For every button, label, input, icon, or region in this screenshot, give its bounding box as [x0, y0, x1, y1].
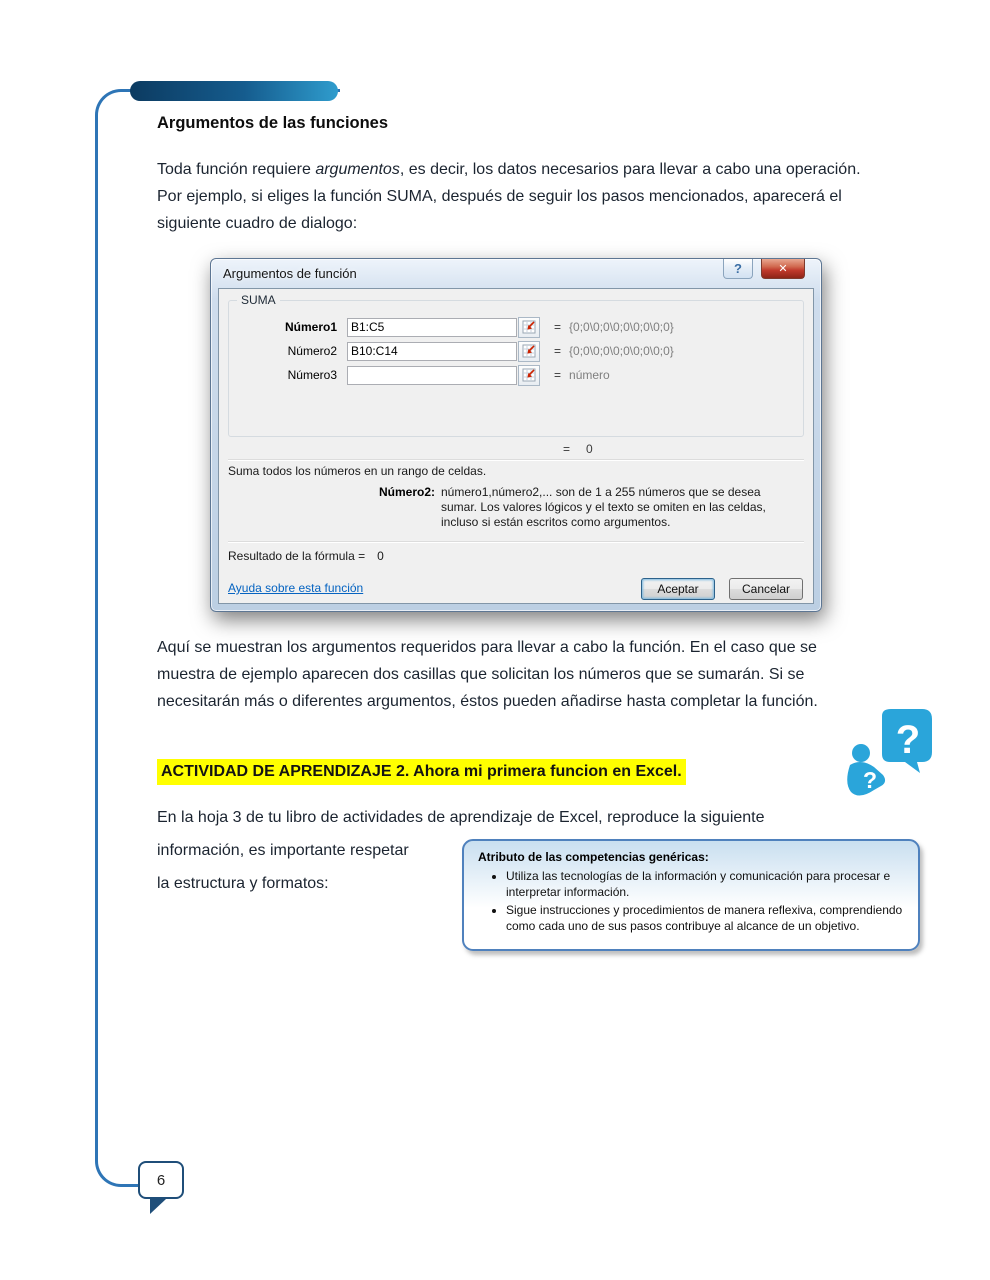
dialog-body — [218, 288, 814, 604]
arg1-label: Número1 — [284, 320, 337, 334]
page-number-bubble — [138, 1161, 184, 1199]
arg3-input[interactable] — [347, 366, 517, 385]
dialog-buttons — [641, 578, 803, 600]
suma-groupbox — [228, 293, 804, 437]
left-border-line — [95, 89, 340, 1135]
top-accent-bar — [130, 81, 338, 101]
accept-button[interactable]: Aceptar — [641, 578, 715, 600]
total-value: 0 — [586, 442, 593, 456]
function-arguments-dialog — [210, 258, 822, 612]
formula-result-value: 0 — [377, 549, 384, 563]
intro-paragraph — [157, 156, 862, 237]
intro-text-post: , es decir, los datos necesarios para llevar a cabo una operación. Por ejemplo, si eliges la función SUMA, después de seguir los pasos mencionados, aparecerá el siguiente cuadro de dialogo: — [157, 161, 861, 232]
competencies-callout — [462, 839, 920, 951]
range-selector-icon — [522, 368, 536, 382]
instruction-line-3: la estructura y formatos: — [157, 875, 329, 892]
dialog-title: Argumentos de función — [223, 266, 357, 281]
large-question-glyph: ? — [895, 718, 921, 762]
callout-bullet-list — [478, 869, 904, 934]
callout-title: Atributo de las competencias genéricas: — [478, 850, 709, 864]
arg1-input[interactable] — [347, 318, 517, 337]
argument-help-text: número1,número2,... son de 1 a 255 números que se desea sumar. Los valores lógicos y el texto se omiten en las celdas, incluso si están escritos como argumentos. — [441, 485, 766, 529]
arg3-label: Número3 — [287, 368, 337, 382]
question-figure-icon — [846, 708, 932, 798]
argument-row — [229, 339, 803, 363]
argument-row — [229, 315, 803, 339]
instruction-line-1: En la hoja 3 de tu libro de actividades de aprendizaje de Excel, reproduce la siguiente — [157, 809, 765, 826]
argument-help — [219, 485, 799, 530]
arg2-input[interactable] — [347, 342, 517, 361]
page-bubble-tail — [150, 1199, 166, 1214]
callout-bullet: • Utiliza las tecnologías de la información y comunicación para procesar e interpretar información. — [506, 869, 904, 900]
page-title: Argumentos de las funciones — [157, 114, 389, 132]
function-help-link[interactable]: Ayuda sobre esta función — [228, 581, 364, 595]
arg2-result: {0;0\0;0\0;0\0;0\0;0} — [569, 344, 674, 358]
formula-result — [228, 549, 384, 563]
formula-result-label: Resultado de la fórmula = — [228, 549, 366, 563]
bottom-border-curve — [95, 1135, 143, 1187]
separator — [228, 541, 804, 543]
running-total — [563, 442, 593, 456]
dialog-help-icon[interactable]: ? — [723, 259, 753, 279]
dialog-close-icon[interactable]: ✕ — [761, 259, 805, 279]
function-summary: Suma todos los números en un rango de celdas. — [228, 464, 487, 478]
range-selector-button[interactable] — [518, 365, 540, 386]
arg3-result: número — [569, 368, 610, 382]
instruction-line-2: información, es importante respetar — [157, 842, 409, 859]
argument-row — [229, 363, 803, 387]
argument-rows — [229, 315, 803, 387]
arg1-equals: = — [554, 320, 562, 334]
page-number: 6 — [156, 1171, 166, 1189]
callout-bullet: • Sigue instrucciones y procedimientos de manera reflexiva, comprendiendo como cada uno de sus pasos contribuye al alcance de un objetivo. — [506, 903, 904, 934]
arg2-label: Número2 — [287, 344, 337, 358]
argument-help-name: Número2: — [378, 485, 435, 499]
cancel-button[interactable]: Cancelar — [729, 578, 803, 600]
groupbox-label: SUMA — [237, 293, 280, 307]
activity-highlight: ACTIVIDAD DE APRENDIZAJE 2. Ahora mi primera funcion en Excel. — [157, 759, 686, 785]
intro-text-italic: argumentos — [315, 161, 400, 178]
range-selector-button[interactable] — [518, 341, 540, 362]
arg1-result: {0;0\0;0\0;0\0;0\0;0} — [569, 320, 674, 334]
arg2-equals: = — [554, 344, 562, 358]
explanation-paragraph: Aquí se muestran los argumentos requeridos para llevar a cabo la función. En el caso que se muestra de ejemplo aparecen dos casillas que solicitan los números que se sumarán. Si se necesitarán más o diferentes argumentos, éstos pueden añadirse hasta completar la función. — [157, 639, 818, 710]
arg3-equals: = — [554, 368, 562, 382]
small-question-glyph: ? — [862, 767, 878, 793]
range-selector-button[interactable] — [518, 317, 540, 338]
intro-text-pre: Toda función requiere — [157, 161, 316, 178]
range-selector-icon — [522, 320, 536, 334]
range-selector-icon — [522, 344, 536, 358]
separator — [228, 459, 804, 461]
total-equals: = — [563, 442, 571, 456]
